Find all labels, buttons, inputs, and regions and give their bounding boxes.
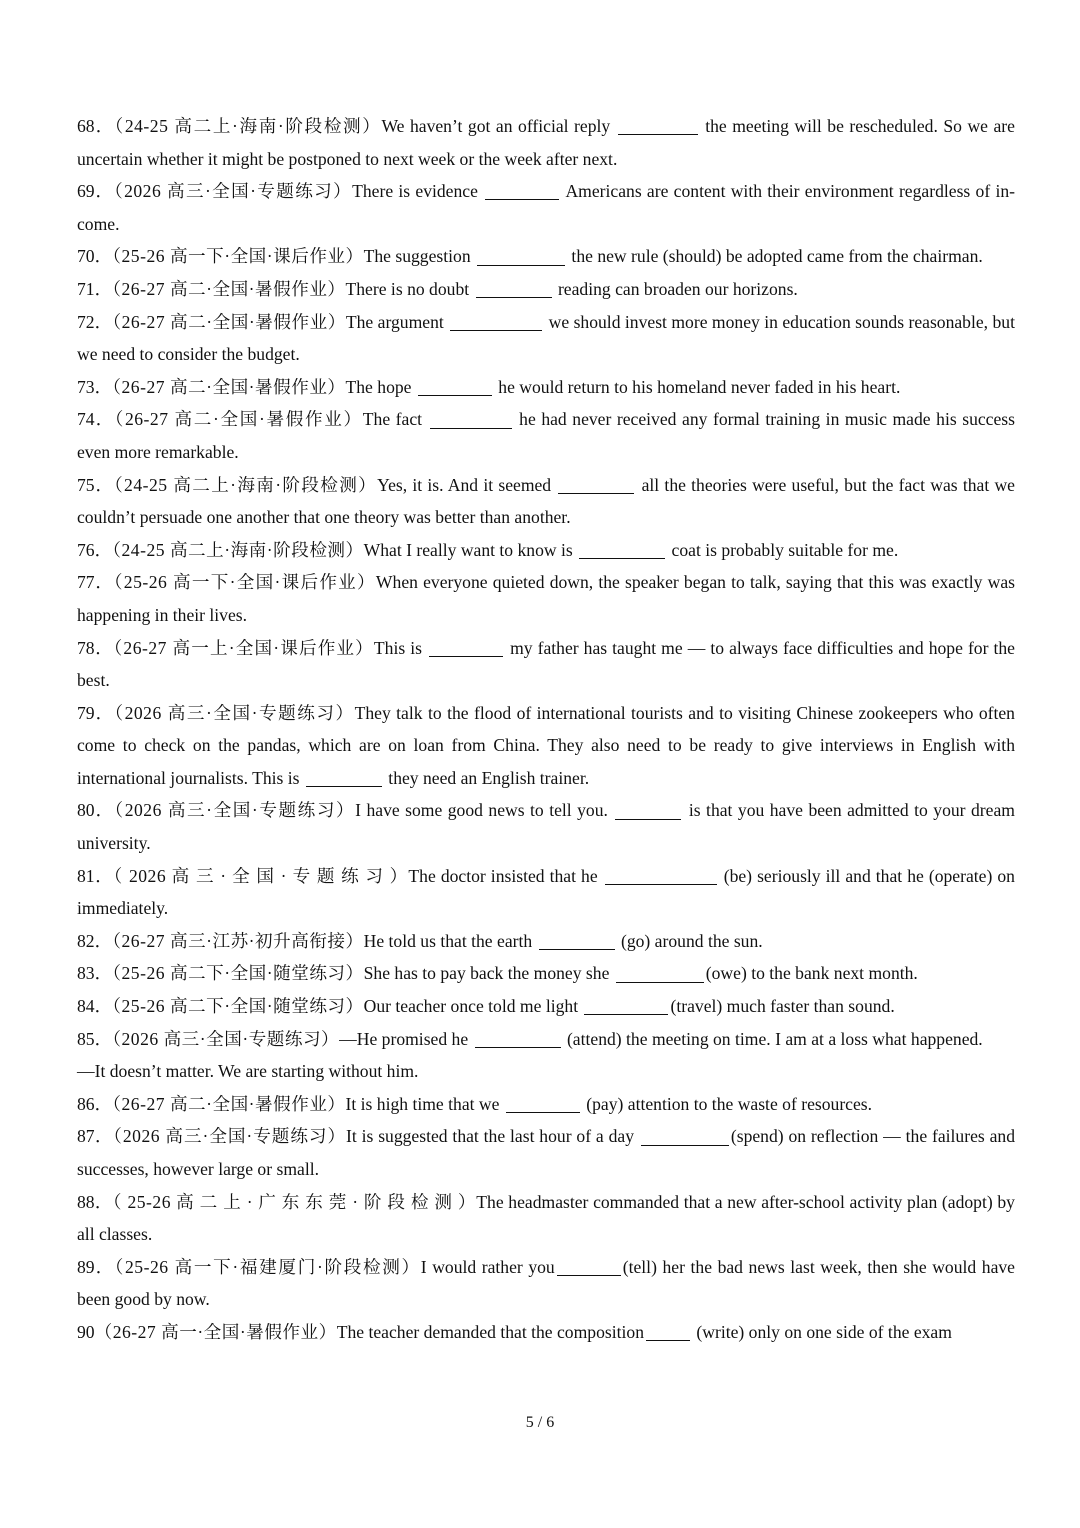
question-text: The fact xyxy=(362,409,428,430)
question-list xyxy=(77,110,1015,1349)
question-item xyxy=(77,240,1015,273)
question-text: I would rather you xyxy=(420,1256,555,1277)
question-item xyxy=(77,697,1015,795)
question-text-continued: reading can broaden our horizons. xyxy=(553,278,798,299)
answer-blank[interactable] xyxy=(485,182,559,201)
question-text-continued: (attend) the meeting on time. I am at a loss what happened. xyxy=(562,1028,983,1049)
question-text-continued: (write) only on one side of the exam xyxy=(692,1321,952,1342)
answer-blank[interactable] xyxy=(430,410,512,429)
question-source-tag: （26-27 高二·全国·暑假作业） xyxy=(112,376,346,397)
question-source-tag: （26-27 高二·全国·暑假作业） xyxy=(112,311,346,332)
answer-blank[interactable] xyxy=(429,638,503,657)
question-text: The headmaster commanded that a new after-school activity plan (adopt) by all classes. xyxy=(77,1191,1015,1245)
question-number: 82． xyxy=(77,930,113,951)
answer-blank[interactable] xyxy=(306,768,382,787)
question-text-continued: they need an English trainer. xyxy=(383,767,590,788)
question-text-continued: we should invest more money in education sounds reasonable, but we need to consider the budget. xyxy=(77,311,1015,365)
question-text: I have some good news to tell you. xyxy=(355,800,614,821)
question-text-continued: coat is probably suitable for me. xyxy=(667,539,899,560)
question-item xyxy=(77,175,1015,240)
question-number: 80． xyxy=(77,800,115,821)
question-number: 88． xyxy=(77,1191,113,1212)
question-number: 84． xyxy=(77,996,113,1017)
question-item xyxy=(77,273,1015,306)
question-text-continued: is that you have been admitted to your dream university. xyxy=(77,800,1015,854)
question-item xyxy=(77,534,1015,567)
question-number: 73． xyxy=(77,376,113,397)
question-text: There is no doubt xyxy=(345,278,474,299)
question-source-tag: （26-27 高一上·全国·课后作业） xyxy=(113,637,374,658)
answer-blank[interactable] xyxy=(558,475,634,494)
question-text-continued: the meeting will be rescheduled. So we are uncertain whether it might be postponed to next week or the week after next. xyxy=(77,116,1015,169)
question-source-tag: （ 25-26 高 二 上 · 广 东 东 莞 · 阶 段 检 测 ） xyxy=(112,1191,477,1212)
question-item xyxy=(77,1120,1015,1185)
answer-blank[interactable] xyxy=(605,866,717,885)
question-text: The argument xyxy=(345,311,449,332)
question-text: They talk to the flood of international tourists and to visiting Chinese zookeepers who often come to check on the pandas, which are on loan from China. They also need to be ready to give interviews in English with international journalists. This is xyxy=(77,702,1015,788)
question-number: 70． xyxy=(77,246,113,267)
answer-blank[interactable] xyxy=(477,247,565,266)
question-item xyxy=(77,469,1015,534)
answer-blank[interactable] xyxy=(475,1029,561,1048)
question-source-tag: （26-27 高一·全国·暑假作业） xyxy=(94,1321,337,1342)
question-item xyxy=(77,925,1015,958)
question-source-tag: （ 2026 高 三 · 全 国 · 专 题 练 习 ） xyxy=(113,865,409,886)
question-text: The hope xyxy=(345,376,416,397)
question-item xyxy=(77,794,1015,859)
question-item xyxy=(77,371,1015,404)
page-number: 5 / 6 xyxy=(525,1414,555,1431)
question-text: She has to pay back the money she xyxy=(363,963,614,984)
question-text: The doctor insisted that he xyxy=(408,865,603,886)
question-source-tag: （25-26 高二下·全国·随堂练习） xyxy=(112,996,364,1017)
answer-blank[interactable] xyxy=(584,997,668,1016)
question-number: 68． xyxy=(77,116,115,136)
answer-blank[interactable] xyxy=(641,1127,729,1146)
answer-blank[interactable] xyxy=(506,1094,580,1113)
question-number: 87． xyxy=(77,1126,114,1147)
answer-blank[interactable] xyxy=(646,1323,690,1342)
question-number: 74． xyxy=(77,409,115,430)
question-text: There is evidence xyxy=(352,181,484,202)
question-text-continued: (be) seriously ill and that he (operate) on immediately. xyxy=(77,865,1015,919)
question-number: 83． xyxy=(77,963,113,984)
question-number: 77． xyxy=(77,572,114,593)
question-number: 86． xyxy=(77,1093,113,1114)
question-item xyxy=(77,860,1015,925)
answer-blank[interactable] xyxy=(616,964,704,983)
question-number: 78． xyxy=(77,637,114,658)
question-text-continued: all the theories were useful, but the fact was that we couldn’t persuade one another that one theory was better than another. xyxy=(77,474,1015,528)
question-number: 71． xyxy=(77,278,113,299)
question-item xyxy=(77,306,1015,371)
question-source-tag: （24-25 高二上·海南·阶段检测） xyxy=(112,539,364,560)
question-item xyxy=(77,957,1015,990)
question-source-tag: （25-26 高一下·全国·课后作业） xyxy=(113,572,376,593)
question-item xyxy=(77,1055,1015,1088)
question-number: 85． xyxy=(77,1028,113,1049)
question-source-tag: （26-27 高二·全国·暑假作业） xyxy=(114,409,363,430)
question-text-continued: my father has taught me — to always face difficulties and hope for the best. xyxy=(77,637,1015,691)
question-text-continued: (travel) much faster than sound. xyxy=(670,996,895,1017)
question-text-continued: he had never received any formal training in music made his success even more remarkable. xyxy=(77,409,1015,462)
question-source-tag: （2026 高三·全国·专题练习） xyxy=(113,1126,346,1147)
question-source-tag: （2026 高三·全国·专题练习） xyxy=(114,702,355,723)
question-source-tag: （25-26 高一下·全国·课后作业） xyxy=(112,246,364,267)
question-number: 89． xyxy=(77,1256,115,1277)
question-text-continued: (spend) on reflection — the failures and successes, however large or small. xyxy=(77,1126,1015,1179)
answer-blank[interactable] xyxy=(579,540,665,559)
question-source-tag: （2026 高三·全国·专题练习） xyxy=(113,181,353,202)
question-item xyxy=(77,1316,1015,1349)
question-text: —He promised he xyxy=(339,1028,473,1049)
question-item xyxy=(77,1088,1015,1121)
answer-blank[interactable] xyxy=(615,801,681,820)
answer-blank[interactable] xyxy=(618,117,698,136)
question-item xyxy=(77,1186,1015,1251)
answer-blank[interactable] xyxy=(557,1257,621,1276)
question-number: 81． xyxy=(77,865,114,886)
question-text-continued: (pay) attention to the waste of resources. xyxy=(581,1093,873,1114)
question-source-tag: （26-27 高二·全国·暑假作业） xyxy=(112,278,346,299)
question-text: It is suggested that the last hour of a day xyxy=(346,1126,639,1147)
question-item xyxy=(77,110,1015,175)
question-number: 72． xyxy=(77,311,113,332)
question-text: The teacher demanded that the composition xyxy=(336,1321,644,1342)
question-text-continued: (go) around the sun. xyxy=(616,930,763,951)
question-text: This is xyxy=(373,637,428,658)
question-text-continued: the new rule (should) be adopted came from the chairman. xyxy=(567,246,983,267)
question-item xyxy=(77,403,1015,468)
answer-blank[interactable] xyxy=(476,280,552,299)
question-text: We haven’t got an official reply xyxy=(381,116,616,136)
question-source-tag: （26-27 高三·江苏·初升高衔接） xyxy=(112,930,364,951)
question-source-tag: （24-25 高二上·海南·阶段检测） xyxy=(113,474,378,495)
question-item xyxy=(77,566,1015,631)
question-item xyxy=(77,632,1015,697)
question-text: The suggestion xyxy=(363,246,476,267)
question-number: 75． xyxy=(77,474,114,495)
question-text-continued: (tell) her the bad news last week, then she would have been good by now. xyxy=(77,1256,1015,1310)
question-text: What I really want to know is xyxy=(363,539,578,560)
question-number: 79． xyxy=(77,702,115,723)
question-number: 69． xyxy=(77,181,114,202)
answer-blank[interactable] xyxy=(418,377,492,396)
question-text-continued: Americans are content with their environment regardless of in-come. xyxy=(77,181,1015,234)
question-item xyxy=(77,1251,1015,1316)
question-text-continued: he would return to his homeland never faded in his heart. xyxy=(493,376,901,397)
question-item xyxy=(77,990,1015,1023)
answer-blank[interactable] xyxy=(450,312,542,331)
question-number: 90 xyxy=(77,1321,95,1342)
question-source-tag: （2026 高三·全国·专题练习） xyxy=(114,800,356,821)
answer-blank[interactable] xyxy=(539,931,615,950)
question-text: Our teacher once told me light xyxy=(363,996,583,1017)
question-source-tag: （25-26 高二下·全国·随堂练习） xyxy=(112,963,364,984)
question-source-tag: （24-25 高二上·海南·阶段检测） xyxy=(114,116,382,136)
question-text: When everyone quieted down, the speaker began to talk, saying that this was exactly was happening in their lives. xyxy=(77,572,1015,625)
question-source-tag: （25-26 高一下·福建厦门·阶段检测） xyxy=(114,1256,421,1277)
question-text: —It doesn’t matter. We are starting without him. xyxy=(77,1061,419,1082)
question-item xyxy=(77,1023,1015,1056)
question-source-tag: （26-27 高二·全国·暑假作业） xyxy=(112,1093,346,1114)
question-text-continued: (owe) to the bank next month. xyxy=(705,963,918,984)
question-text: It is high time that we xyxy=(345,1093,504,1114)
question-text: Yes, it is. And it seemed xyxy=(377,474,557,495)
question-text: He told us that the earth xyxy=(363,930,537,951)
question-number: 76． xyxy=(77,539,113,560)
question-source-tag: （2026 高三·全国·专题练习） xyxy=(112,1028,340,1049)
